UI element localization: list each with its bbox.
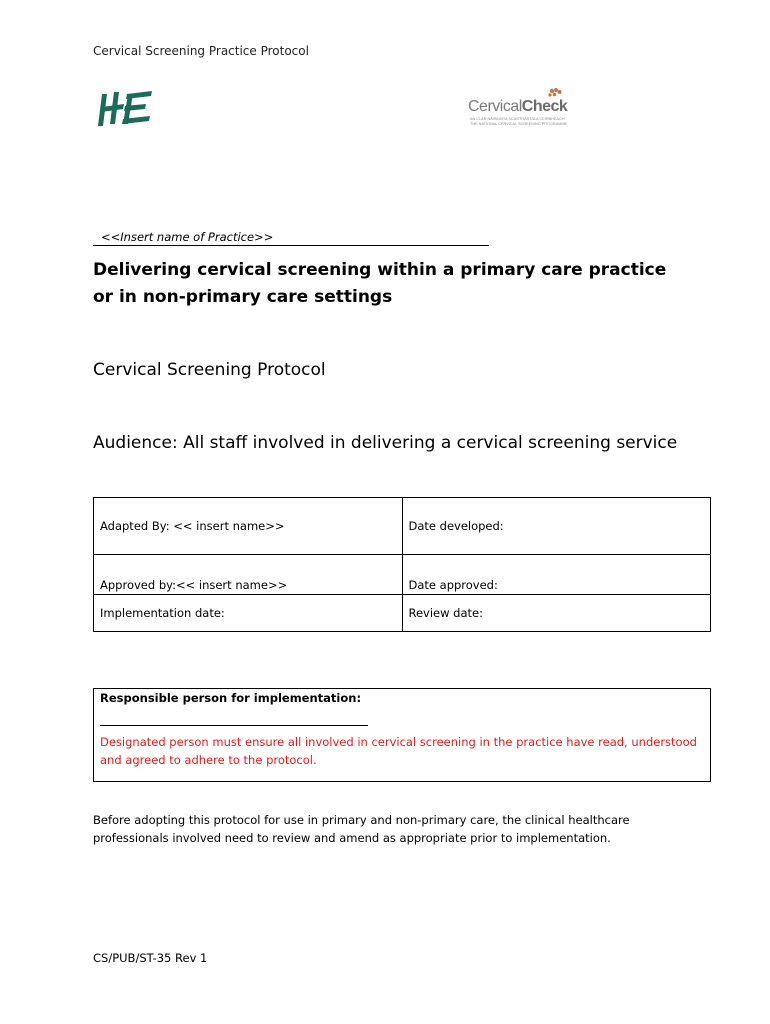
adoption-paragraph: Before adopting this protocol for use in primary and non-primary care, the clinical healthcare professionals involved need to review and amend as appropriate prior to implementation. (93, 813, 630, 845)
responsible-person-note: Designated person must ensure all involved in cervical screening in the practice have read, understood and agreed to adhere to the protocol. (100, 735, 697, 767)
cc-tagline-1: AN CLÁR NÁISIÚNTA SCAGTHÁSTÁLA CEIRBHEACH (470, 117, 565, 121)
table-row (94, 498, 711, 555)
date-approved-cell[interactable]: Date approved: (402, 555, 711, 595)
hse-logo-icon (94, 86, 156, 132)
responsible-person-box (93, 688, 711, 782)
date-developed-cell[interactable]: Date developed: (402, 498, 711, 555)
adapted-by-cell[interactable]: Adapted By: << insert name>> (94, 498, 403, 555)
protocol-info-table (93, 497, 711, 632)
document-subtitle: Cervical Screening Protocol (93, 360, 326, 380)
approved-by-cell[interactable]: Approved by:<< insert name>> (94, 555, 403, 595)
implementation-date-cell[interactable]: Implementation date: (94, 595, 403, 632)
responsible-person-signature-line[interactable] (100, 725, 368, 726)
table-row (94, 555, 711, 595)
cc-tagline-2: THE NATIONAL CERVICAL SCREENING PROGRAMME (470, 122, 568, 126)
document-reference-footer: CS/PUB/ST-35 Rev 1 (93, 951, 208, 965)
table-row (94, 595, 711, 632)
audience-statement: Audience: All staff involved in delivering a cervical screening service (93, 433, 678, 453)
page-header: Cervical Screening Practice Protocol (93, 44, 309, 58)
cc-word-bold: Check (521, 98, 568, 115)
review-date-cell[interactable]: Review date: (402, 595, 711, 632)
cc-word-light: Cervical (468, 98, 522, 115)
practice-name-placeholder[interactable]: <<Insert name of Practice>> (93, 230, 489, 246)
responsible-person-title: Responsible person for implementation: (100, 691, 362, 705)
document-title: Delivering cervical screening within a primary care practice or in non-primary care settings (93, 260, 667, 307)
cervicalcheck-logo-icon (466, 88, 578, 130)
